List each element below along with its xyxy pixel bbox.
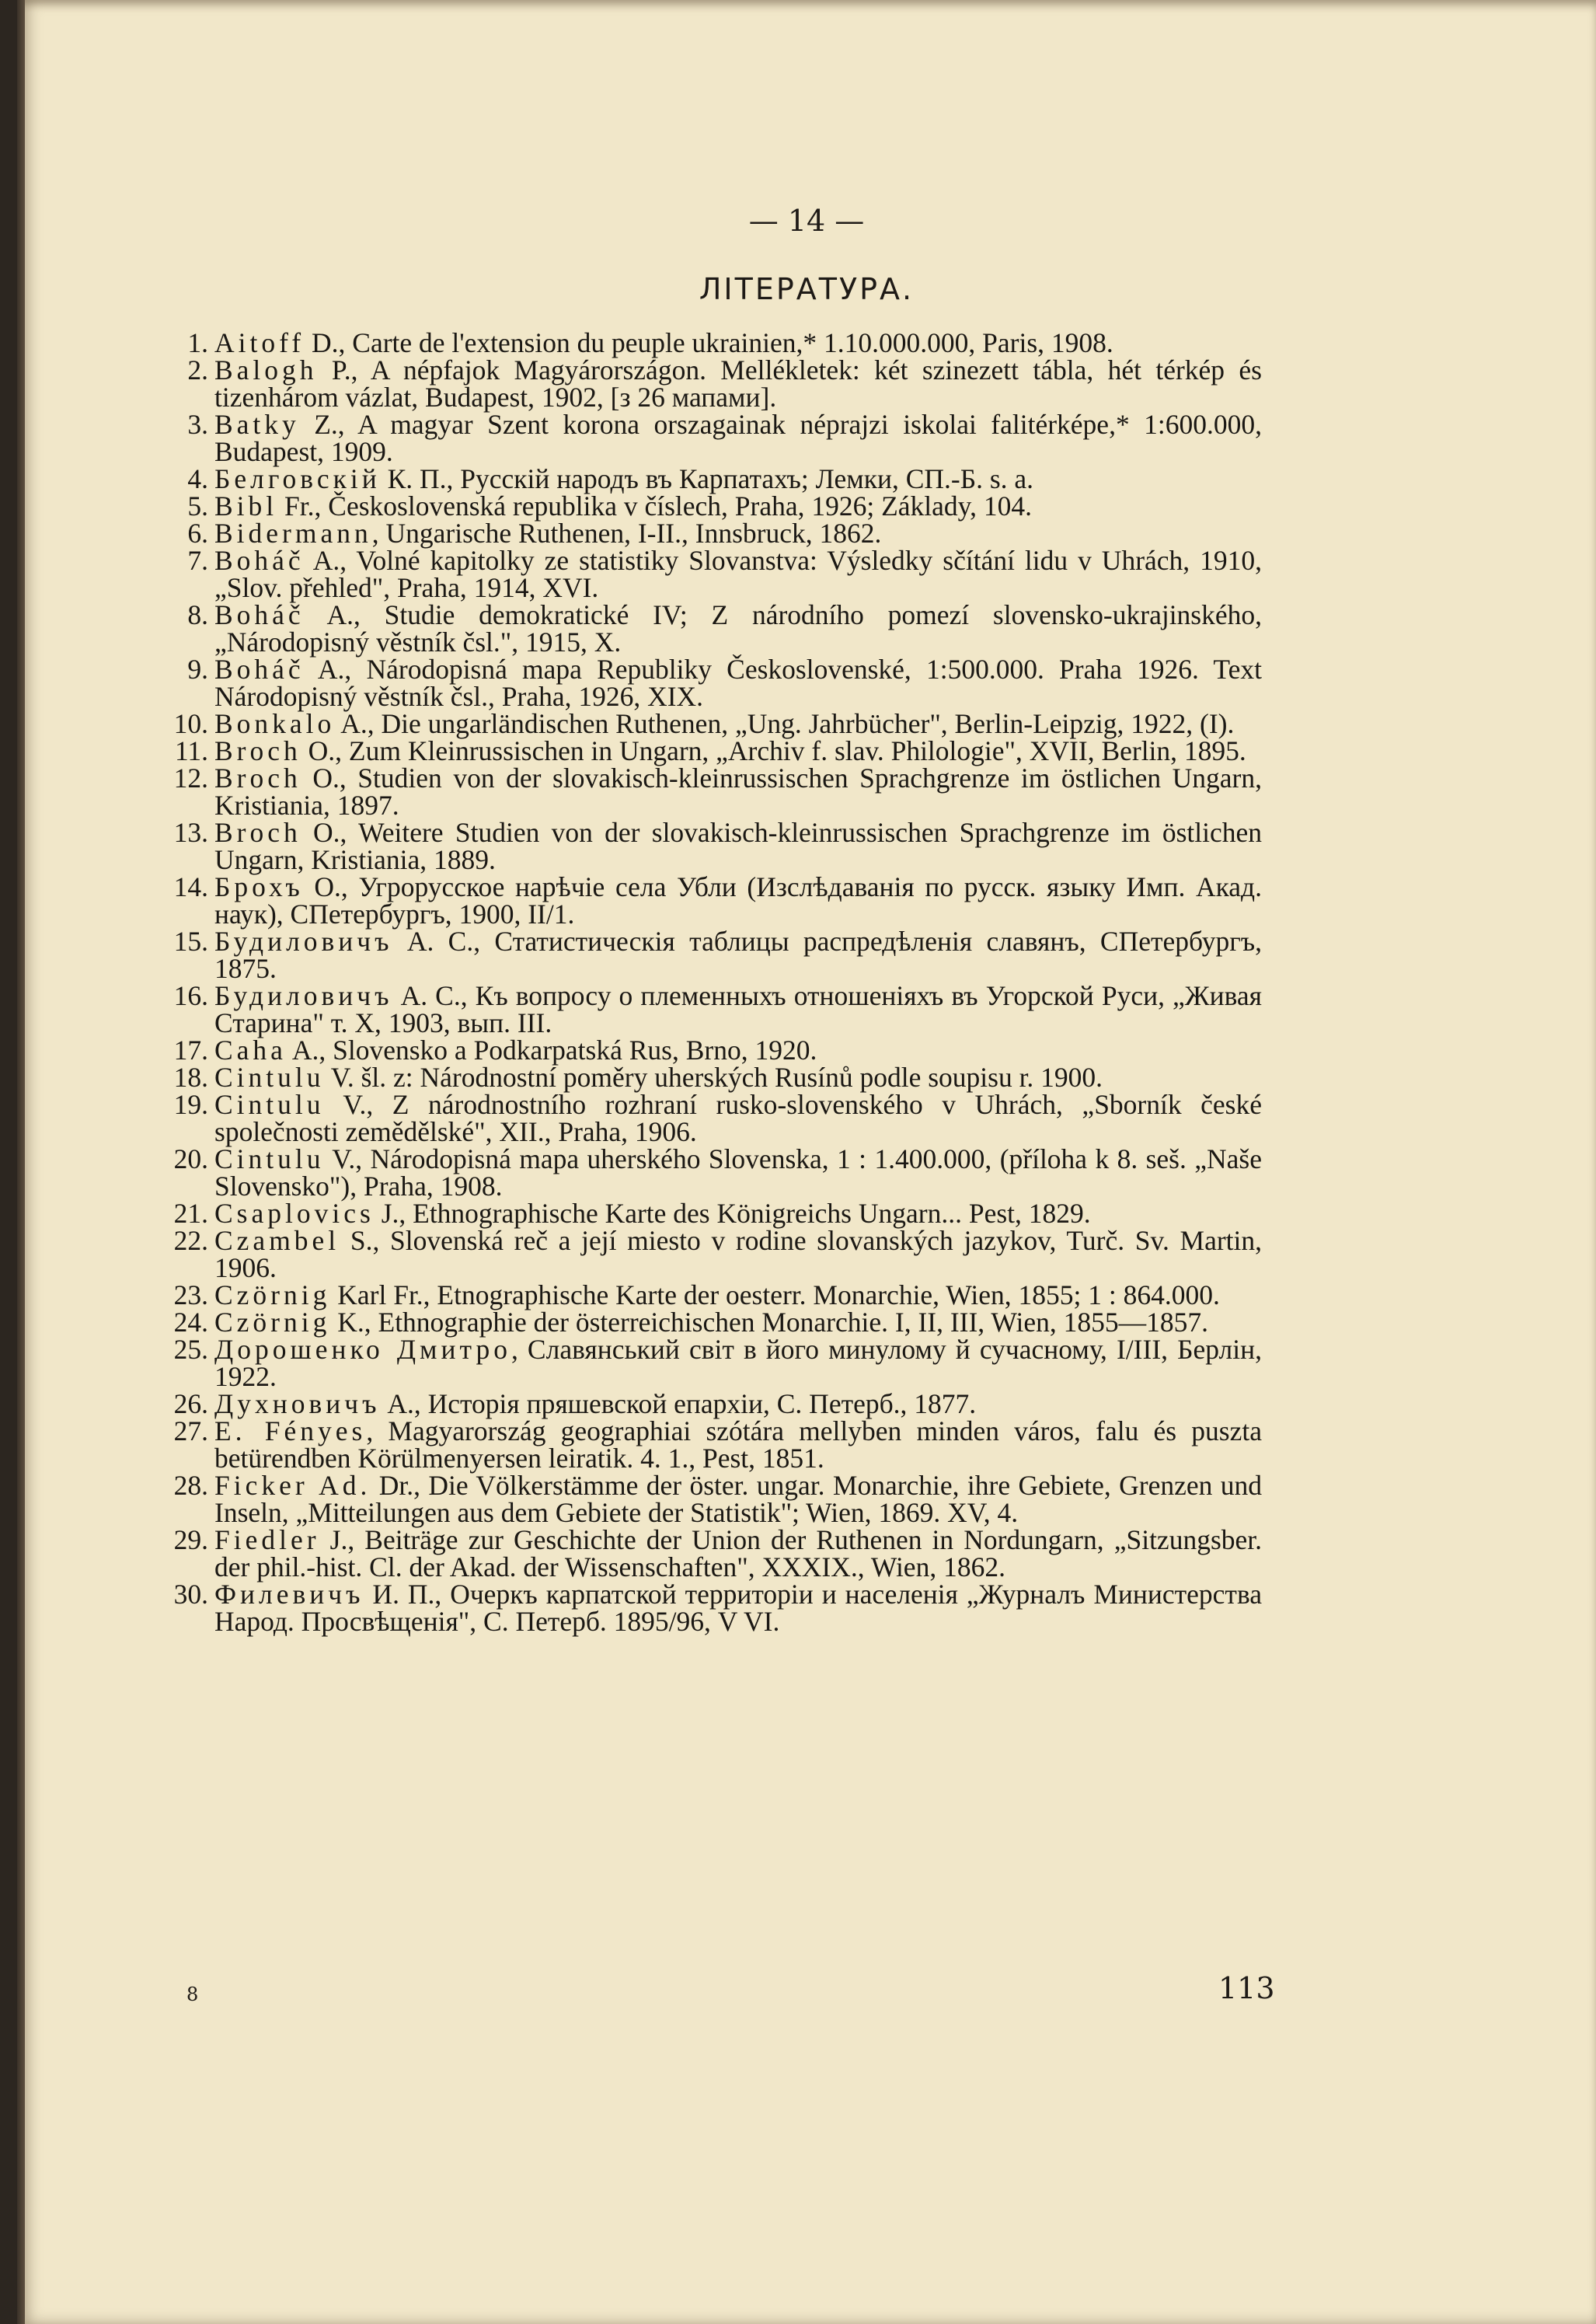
entry-text: Dr., Die Völkerstämme der öster. ungar. Monarchie, ihre Gebiete, Grenzen und Inseln, „Mitteilungen aus dem Gebiete der Statistik"; Wien, 1869. XV, 4. xyxy=(214,1470,1262,1528)
bibliography-entry xyxy=(163,871,1262,930)
page-edge xyxy=(17,0,25,2324)
entry-author: Broch xyxy=(214,735,301,766)
entry-text: A., Die ungarländischen Ruthenen, „Ung. Jahrbücher", Berlin-Leipzig, 1922, (I). xyxy=(335,708,1235,739)
entry-author: E. Fényes xyxy=(214,1415,367,1446)
entry-text: , Magyarország geographiai szótára mellyben minden város, falu és puszta betürendben Körülmenyersen leiratik. 4. 1., Pest, 1851. xyxy=(214,1415,1262,1474)
entry-number: 16. xyxy=(173,980,208,1011)
bibliography-entry xyxy=(163,1415,1262,1474)
entry-author: Csaplovics xyxy=(214,1198,375,1229)
entry-text: Fr., Československá republika v číslech, Praha, 1926; Základy, 104. xyxy=(277,490,1032,522)
bibliography-entry xyxy=(163,1227,1262,1282)
bibliography-entry xyxy=(163,547,1262,602)
signature-mark: 8 xyxy=(186,1984,199,2005)
entry-text: V., Z národnostního rozhraní rusko-slovenského v Uhrách, „Sborník české společnosti zemědělské", XII., Praha, 1906. xyxy=(214,1089,1262,1147)
bibliography-entry xyxy=(163,1524,1262,1582)
bibliography-entry xyxy=(163,599,1262,658)
entry-text: А. С., Статистическія таблицы распредѣленія славянъ, СПетербургъ, 1875. xyxy=(214,926,1262,984)
bibliography-entry xyxy=(163,463,1262,494)
entry-text: V., Národopisná mapa uherského Slovenska, 1 : 1.400.000, (příloha k 8. seš. „Naše Slovensko"), Praha, 1908. xyxy=(214,1143,1262,1202)
bibliography-entry xyxy=(163,1388,1262,1419)
entry-number: 15. xyxy=(173,926,208,957)
entry-author: Cintulu xyxy=(214,1062,325,1093)
entry-author: Ficker Ad. xyxy=(214,1470,371,1501)
bibliography-entry xyxy=(163,1309,1262,1336)
entry-author: Cintulu xyxy=(214,1089,325,1120)
entry-text: Z., A magyar Szent korona orszagainak néprajzi iskolai falitérképe,* 1:600.000, Budapest, 1909. xyxy=(214,409,1262,467)
bibliography-entry xyxy=(163,520,1262,547)
entry-number: 18. xyxy=(173,1062,208,1093)
bibliography-entry xyxy=(163,982,1262,1037)
page-title: ЛІТЕРАТУРА. xyxy=(699,272,915,306)
entry-number: 10. xyxy=(173,708,208,739)
entry-author: Cintulu xyxy=(214,1143,325,1174)
entry-number: 4. xyxy=(187,463,208,494)
entry-text: А. С., Къ вопросу о племенныхъ отношеніяхъ въ Угорской Руси, „Живая Старина" т. X, 1903, вып. III. xyxy=(214,980,1262,1038)
entry-number: 13. xyxy=(173,817,208,848)
entry-text: A., Volné kapitolky ze statistiky Slovanstva: Výsledky sčítání lidu v Uhrách, 1910, „Slov. přehled", Praha, 1914, XVI. xyxy=(214,545,1262,603)
entry-text: Karl Fr., Etnographische Karte der oesterr. Monarchie, Wien, 1855; 1 : 864.000. xyxy=(330,1279,1220,1310)
entry-text: O., Studien von der slovakisch-kleinrussischen Sprachgrenze im östlichen Ungarn, Kristiania, 1897. xyxy=(214,762,1262,821)
entry-number: 23. xyxy=(173,1279,208,1310)
entry-author: Bonkalo xyxy=(214,708,336,739)
entry-number: 27. xyxy=(173,1415,208,1446)
entry-number: 21. xyxy=(173,1198,208,1229)
entry-author: Филевичъ xyxy=(214,1579,364,1610)
entry-author: Fiedler xyxy=(214,1524,320,1555)
bibliography-entry xyxy=(163,354,1262,413)
bibliography-entry xyxy=(163,819,1262,874)
entry-text: A., Národopisná mapa Republiky Československé, 1:500.000. Praha 1926. Text Národopisný věstník čsl., Praha, 1926, XIX. xyxy=(214,654,1262,712)
entry-author: Bibl xyxy=(214,490,278,522)
bibliography-entry xyxy=(163,1472,1262,1527)
entry-number: 3. xyxy=(187,409,208,440)
entry-number: 20. xyxy=(173,1143,208,1174)
entry-author: Духновичъ xyxy=(214,1388,381,1419)
bibliography-entry xyxy=(163,1091,1262,1146)
entry-author: Boháč xyxy=(214,654,305,685)
entry-number: 11. xyxy=(174,735,208,766)
entry-author: Белговскій xyxy=(214,463,381,494)
entry-author: Будиловичъ xyxy=(214,980,393,1011)
entry-text: P., A népfajok Magyárországon. Mellékletek: két szinezett tábla, hét térkép és tizenhárom vázlat, Budapest, 1902, [з 26 мапами]. xyxy=(214,354,1262,413)
entry-number: 1. xyxy=(187,327,208,358)
entry-author: Batky xyxy=(214,409,300,440)
entry-author: Czambel xyxy=(214,1225,340,1256)
entry-number: 5. xyxy=(187,490,208,522)
entry-number: 29. xyxy=(173,1524,208,1555)
entry-author: Broch xyxy=(214,762,301,794)
bibliography-entry xyxy=(163,1143,1262,1202)
entry-author: Boháč xyxy=(214,545,305,576)
bibliography-entry xyxy=(163,735,1262,766)
bibliography-entry xyxy=(163,411,1262,466)
entry-text: , Славянський світ в його минулому й сучасному, I/III, Берлін, 1922. xyxy=(214,1334,1262,1392)
entry-author: Balogh xyxy=(214,354,318,386)
bibliography-entry xyxy=(163,1200,1262,1227)
entry-number: 30. xyxy=(173,1579,208,1610)
entry-number: 17. xyxy=(173,1035,208,1066)
entry-number: 24. xyxy=(173,1307,208,1338)
bibliography-entry xyxy=(163,1064,1262,1091)
bibliography-entry xyxy=(163,490,1262,522)
entry-author: Дорошенко Дмитро xyxy=(214,1334,511,1365)
entry-number: 19. xyxy=(173,1089,208,1120)
bibliography-list xyxy=(163,327,1262,1637)
entry-author: Czörnig xyxy=(214,1307,331,1338)
bibliography-entry xyxy=(163,1279,1262,1310)
entry-text: И. П., Очеркъ карпатской территоріи и населенія „Журналъ Министерства Народ. Просвѣщенія", С. Петерб. 1895/96, V VI. xyxy=(214,1579,1262,1637)
entry-author: Boháč xyxy=(214,599,305,630)
entry-author: Будиловичъ xyxy=(214,926,393,957)
entry-author: Czörnig xyxy=(214,1279,331,1310)
entry-text: J., Beiträge zur Geschichte der Union der Ruthenen in Nordungarn, „Sitzungsber. der phil.-hist. Cl. der Akad. der Wissenschaften", XXXIX., Wien, 1862. xyxy=(214,1524,1262,1582)
entry-text: К. П., Русскій народъ въ Карпатахъ; Лемки, СП.-Б. s. a. xyxy=(380,463,1034,494)
entry-number: 8. xyxy=(187,599,208,630)
entry-number: 9. xyxy=(187,654,208,685)
entry-number: 12. xyxy=(173,762,208,794)
entry-text: О., Угрорусское нарѣчіе села Убли (Изслѣдаванія по русск. языку Имп. Акад. наук), СПетербургъ, 1900, II/1. xyxy=(214,871,1262,930)
entry-author: Caha xyxy=(214,1035,287,1066)
book-page xyxy=(17,0,1596,2324)
entry-number: 28. xyxy=(173,1470,208,1501)
bibliography-entry xyxy=(163,762,1262,821)
entry-author: Bidermann xyxy=(214,518,372,549)
bibliography-entry xyxy=(163,1581,1262,1635)
entry-text: A., Slovensko a Podkarpatská Rus, Brno, 1920. xyxy=(286,1035,817,1066)
entry-text: K., Ethnographie der österreichischen Monarchie. I, II, III, Wien, 1855—1857. xyxy=(330,1307,1208,1338)
entry-number: 26. xyxy=(173,1388,208,1419)
entry-text: S., Slovenská reč a její miesto v rodine slovanských jazykov, Turč. Sv. Martin, 1906. xyxy=(214,1225,1262,1283)
page-header-number: — 14 — xyxy=(748,204,865,238)
entry-number: 25. xyxy=(173,1334,208,1365)
entry-text: D., Carte de l'extension du peuple ukrainien,* 1.10.000.000, Paris, 1908. xyxy=(305,327,1113,358)
bibliography-entry xyxy=(163,327,1262,358)
entry-text: А., Исторія пряшевской епархіи, С. Петерб., 1877. xyxy=(380,1388,977,1419)
entry-text: A., Studie demokratické IV; Z národního pomezí slovensko-ukrajinského, „Národopisný věstník čsl.", 1915, X. xyxy=(214,599,1262,658)
bibliography-entry xyxy=(163,710,1262,738)
bibliography-entry xyxy=(163,1037,1262,1064)
entry-number: 6. xyxy=(187,518,208,549)
entry-text: V. šl. z: Národnostní poměry uherských Rusínů podle soupisu r. 1900. xyxy=(324,1062,1103,1093)
bibliography-entry xyxy=(163,928,1262,982)
entry-text: J., Ethnographische Karte des Königreichs Ungarn... Pest, 1829. xyxy=(374,1198,1091,1229)
entry-author: Брохъ xyxy=(214,871,304,902)
bibliography-entry xyxy=(163,656,1262,710)
entry-text: O., Weitere Studien von der slovakisch-kleinrussischen Sprachgrenze im östlichen Ungarn, Kristiania, 1889. xyxy=(214,817,1262,875)
bibliography-entry xyxy=(163,1336,1262,1391)
entry-text: O., Zum Kleinrussischen in Ungarn, „Archiv f. slav. Philologie", XVII, Berlin, 1895. xyxy=(301,735,1246,766)
entry-number: 2. xyxy=(187,354,208,386)
entry-number: 22. xyxy=(173,1225,208,1256)
entry-author: Broch xyxy=(214,817,301,848)
footer-page-number: 113 xyxy=(1218,1971,1275,2005)
entry-text: , Ungarische Ruthenen, I-II., Innsbruck, 1862. xyxy=(371,518,882,549)
entry-author: Aitoff xyxy=(214,327,305,358)
entry-number: 7. xyxy=(187,545,208,576)
entry-number: 14. xyxy=(173,871,208,902)
